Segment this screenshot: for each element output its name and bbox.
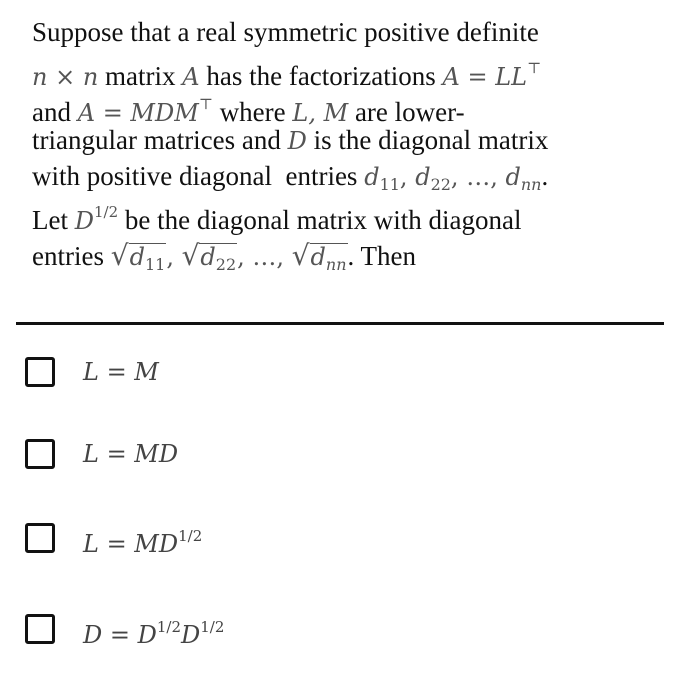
- comma: ,: [490, 163, 506, 191]
- option-label[interactable]: L = MD: [83, 440, 179, 468]
- comma: ,: [237, 243, 253, 271]
- math-sqrt-d11: $√d_{11}$: [111, 230, 167, 283]
- math-D-half: $D^{1/2}$: [74, 203, 119, 235]
- question-line-6: [32, 194, 662, 235]
- math-A: A: [182, 63, 200, 91]
- question-line-7: [32, 230, 662, 276]
- divider: [16, 322, 664, 325]
- comma: ,: [450, 163, 467, 191]
- text: and: [32, 97, 78, 127]
- question-line-4: [32, 122, 662, 158]
- text: entries: [32, 241, 111, 271]
- text: Let: [32, 205, 75, 235]
- option-label[interactable]: $L = MD^{1/2}$: [83, 526, 203, 558]
- comma: ,: [166, 243, 182, 271]
- comma: ,: [276, 243, 292, 271]
- question-line-3: [32, 86, 662, 127]
- text: . Then: [347, 241, 417, 271]
- option-label[interactable]: L = M: [83, 358, 159, 386]
- text: has the factorizations: [199, 61, 443, 91]
- math-sqrt-d22: $√d_{22}$: [182, 230, 238, 283]
- ellipsis: …: [252, 243, 277, 271]
- checkbox[interactable]: [25, 357, 55, 387]
- math-d22: $d_{22}$: [415, 163, 451, 194]
- math-d11: $d_{11}$: [364, 163, 400, 194]
- checkbox[interactable]: [25, 614, 55, 644]
- transpose-symbol: ⊤: [198, 95, 213, 113]
- math-sqrt-dnn: $√d_{nn}$: [292, 230, 348, 283]
- period: .: [541, 161, 549, 191]
- question-line-1: [32, 14, 662, 50]
- option-1[interactable]: [25, 352, 159, 392]
- text: triangular matrices and: [32, 125, 288, 155]
- text: with positive diagonal entries: [32, 161, 365, 191]
- comma: ,: [399, 163, 416, 191]
- option-3[interactable]: [25, 518, 202, 558]
- text: is the diagonal matrix: [306, 125, 549, 155]
- option-2[interactable]: [25, 434, 178, 474]
- question-line-2: [32, 50, 662, 91]
- question-text: [32, 14, 662, 276]
- question-line-1-text: Suppose that a real symmetric positive definite: [32, 17, 539, 47]
- question-line-5: [32, 158, 662, 194]
- math-A-equals-LLT: A = LL: [442, 63, 528, 91]
- math-L-M: L, M: [292, 99, 349, 127]
- text: where: [212, 97, 293, 127]
- ellipsis: …: [466, 163, 491, 191]
- transpose-symbol: ⊤: [527, 59, 542, 77]
- math-A-equals-MDMT: A = MDM: [77, 99, 199, 127]
- math-dnn: $d_{nn}$: [505, 163, 542, 194]
- text: are lower-: [348, 97, 465, 127]
- text: be the diagonal matrix with diagonal: [118, 205, 522, 235]
- math-n-by-n: n × n: [32, 63, 99, 91]
- math-D: D: [287, 127, 307, 155]
- option-label[interactable]: $D = D^{1/2}D^{1/2}$: [83, 617, 225, 649]
- option-4[interactable]: [25, 609, 224, 649]
- text: matrix: [98, 61, 183, 91]
- checkbox[interactable]: [25, 439, 55, 469]
- checkbox[interactable]: [25, 523, 55, 553]
